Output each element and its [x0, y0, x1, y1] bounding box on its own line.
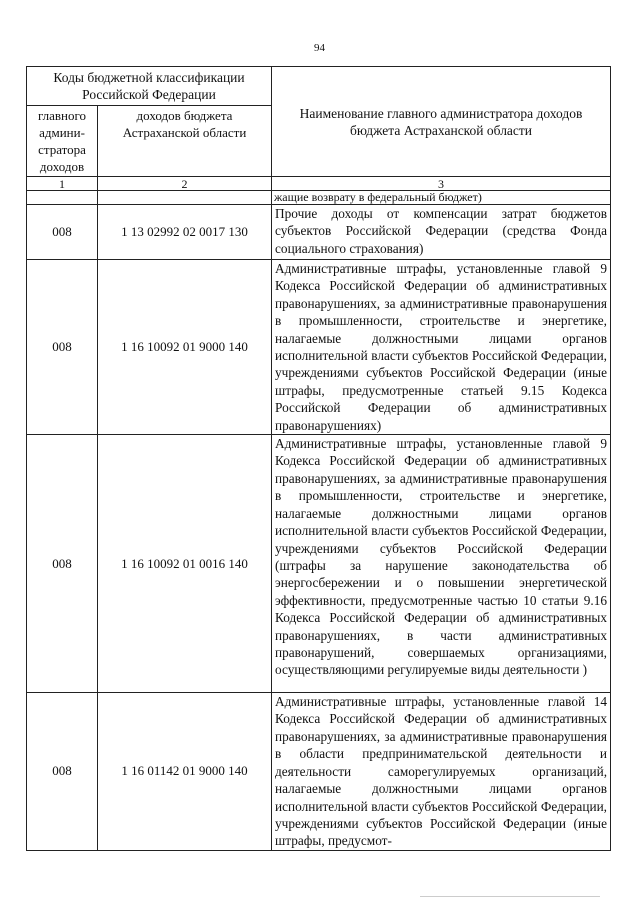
- income-code: 1 16 10092 01 9000 140: [98, 260, 272, 435]
- header-row-1: [27, 67, 611, 106]
- column-number: 3: [272, 177, 611, 191]
- codes-group-header: Коды бюджетной классификации Российской Федерации: [27, 67, 272, 106]
- column-number: 1: [27, 177, 98, 191]
- admin-code: 008: [27, 693, 98, 851]
- income-name: Административные штрафы, установленные главой 9 Кодекса Российской Федерации об административных правонарушениях, за административные правонарушения в промышленности, строительстве и энергетике, налагаемые должностными лицами органов исполнительной власти субъектов Российской Федерации, учреждениями субъектов Российской Федерации (иные штрафы, предусмотренные статьей 9.15 Кодекса Российской Федерации об административных правонарушениях): [272, 260, 611, 435]
- table-row: [27, 205, 611, 260]
- admin-code: 008: [27, 435, 98, 693]
- continuation-row: [27, 191, 611, 205]
- continuation-text: жащие возврату в федеральный бюджет): [272, 191, 611, 205]
- income-name: Прочие доходы от компенсации затрат бюджетов субъектов Российской Федерации (средства Фонда социального страхования): [272, 205, 611, 260]
- table-row: [27, 435, 611, 693]
- budget-codes-table: [26, 66, 611, 851]
- code-column-header: доходов бюджета Астраханской области: [98, 106, 272, 177]
- admin-code: 008: [27, 205, 98, 260]
- admin-code: 008: [27, 260, 98, 435]
- admin-column-header: главного админи-стратора доходов: [27, 106, 98, 177]
- income-name: Административные штрафы, установленные главой 9 Кодекса Российской Федерации об административных правонарушениях, за административные правонарушения в промышленности, строительстве и энергетике, налагаемые должностными лицами органов исполнительной власти субъектов Российской Федерации, учреждениями субъектов Российской Федерации (штрафы за нарушение законодательства об энергосбережении и о повышении энергетической эффективности, предусмотренные частью 10 статьи 9.16 Кодекса Российской Федерации об административных правонарушениях, в части административных правонарушений, совершаемых организациями, осуществляющими регулируемые виды деятельности ): [272, 435, 611, 693]
- income-name: Административные штрафы, установленные главой 14 Кодекса Российской Федерации об административных правонарушениях, за административные правонарушения в области предпринимательской деятельности и деятельности саморегулируемых организаций, налагаемые должностными лицами органов исполнительной власти субъектов Российской Федерации, учреждениями субъектов Российской Федерации (иные штрафы, предусмот-: [272, 693, 611, 851]
- income-code: 1 16 01142 01 9000 140: [98, 693, 272, 851]
- income-code: 1 16 10092 01 0016 140: [98, 435, 272, 693]
- table-row: [27, 260, 611, 435]
- column-number-row: [27, 177, 611, 191]
- page-number: 94: [314, 42, 325, 54]
- name-column-header: Наименование главного администратора доходов бюджета Астраханской области: [272, 67, 611, 177]
- income-code: 1 13 02992 02 0017 130: [98, 205, 272, 260]
- scan-artifact-line: [420, 896, 600, 897]
- column-number: 2: [98, 177, 272, 191]
- table-row: [27, 693, 611, 851]
